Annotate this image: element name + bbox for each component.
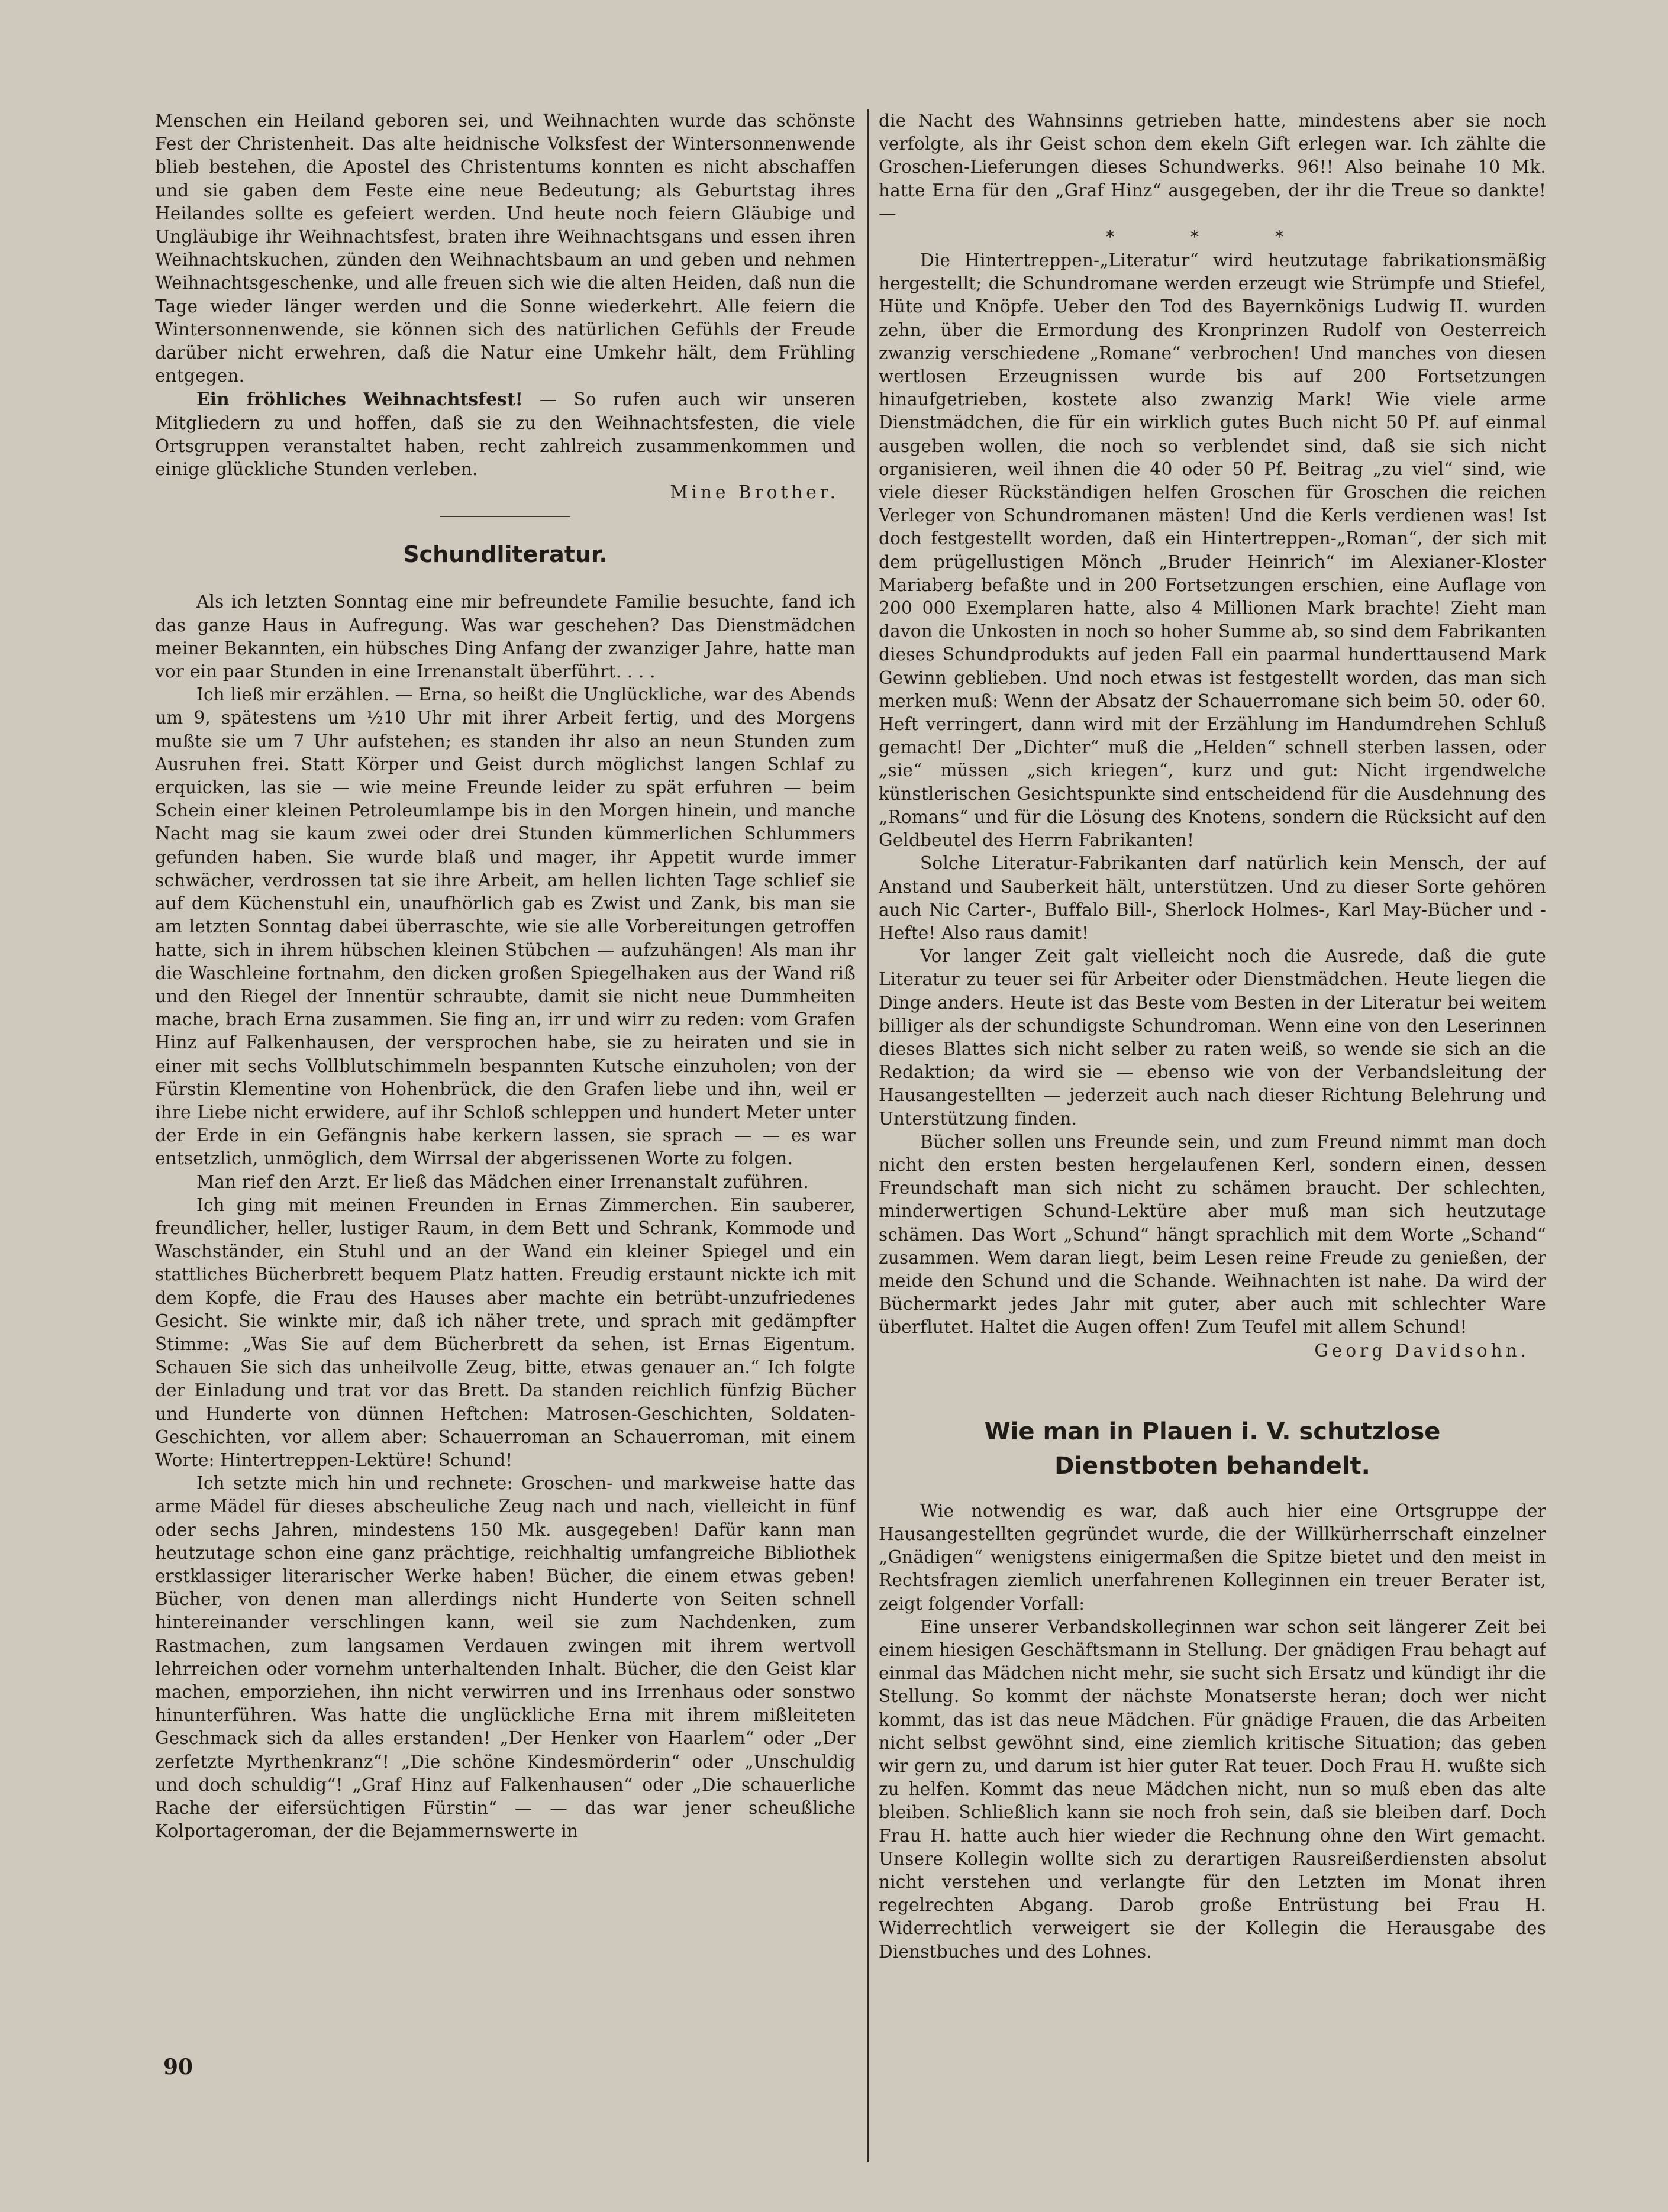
article-title-plauen [879, 1415, 1546, 1483]
signature-mine-brother: Mine Brother. [670, 482, 839, 503]
greeting-bold: Ein fröhliches Weihnachtsfest! [196, 389, 523, 410]
article-paragraph: Eine unserer Verbandskolleginnen war schon seit längerer Zeit bei einem hiesigen Geschäftsmann in Stellung. Der gnädigen Frau behagt auf einmal das Mädchen nicht mehr, sie sucht sich Ersatz und kündigt ihr die Stellung. So kommt der nächste Monatserste heran; doch wer nicht kommt, das ist das neue Mädchen. Für gnädige Frauen, die das Arbeiten nicht selbst gewöhnt sind, eine ziemlich kritische Situation; das geben wir gern zu, und darum ist hier guter Rat teuer. Doch Frau H. wußte sich zu helfen. Kommt das neue Mädchen nicht, nun so muß eben das alte bleiben. Schließlich kann sie noch froh sein, daß sie bleiben darf. Doch Frau H. hatte auch hier wieder die Rechnung ohne den Wirt gemacht. Unsere Kollegin wollte sich zu derartigen Rausreißerdiensten absolut nicht verstehen und verlangte für den Letzten im Monat ihren regelrechten Abgang. Darob große Entrüstung bei Frau H. Widerrechtlich verweigert sie der Kollegin die Herausgabe des Dienstbuches und des Lohnes. [879, 1616, 1546, 1962]
article-paragraph: Solche Literatur-Fabrikanten darf natürlich kein Mensch, der auf Anstand und Sauberkeit hält, unterstützen. Und zu dieser Sorte gehören auch Nic Carter-, Buffalo Bill-, Sherlock Holmes-, Karl May-Bücher und -Hefte! Also raus damit! [879, 853, 1546, 943]
article-paragraph: Die Hintertreppen-„Literatur“ wird heutzutage fabrikationsmäßig hergestellt; die Schundromane werden erzeugt wie Strümpfe und Stiefel, Hüte und Knöpfe. Ueber den Tod des Bayernkönigs Ludwig II. wurden zehn, über die Ermordung des Kronprinzen Rudolf von Oesterreich zwanzig verschiedene „Romane“ verbrochen! Und manches von diesen wertlosen Erzeugnissen wurde bis auf 200 Fortsetzungen hinaufgetrieben, kostete also zwanzig Mark! Wie viele arme Dienstmädchen, die für ein wirklich gutes Buch nicht 50 Pf. auf einmal ausgeben wollen, die noch so verblendet sind, daß sie sich nicht organisieren, weil ihnen die 40 oder 50 Pf. Beitrag „zu viel“ sind, wie viele dieser Rückständigen helfen Groschen für Groschen die reichen Verleger von Schundromanen mästen! Und die Kerls verdienen was! Ist doch festgestellt worden, daß ein Hintertreppen-„Roman“, der sich mit dem prügellustigen Mönch „Bruder Heinrich“ im Alexianer-Kloster Mariaberg befaßte und in 200 Fortsetzungen erschien, eine Auflage von 200 000 Exemplaren hatte, also 4 Millionen Mark brachte! Zieht man davon die Unkosten in noch so hoher Summe ab, so sind dem Fabrikanten dieses Schundprodukts auf jeden Fall ein paarmal hunderttausend Mark Gewinn geblieben. Und noch etwas ist festgestellt worden, das man sich merken muß: Wenn der Absatz der Schauerromane sich beim 50. oder 60. Heft verringert, dann wird mit der Erzählung im Handumdrehen Schluß gemacht! Der „Dichter“ muß die „Helden“ schnell sterben lassen, oder „sie“ müssen „sich kriegen“, kurz und gut: Nicht irgendwelche künstlerischen Gesichtspunkte sind entscheidend für die Ausdehnung des „Romans“ und für die Lösung des Knotens, sondern die Rücksicht auf den Geldbeutel des Herrn Fabrikanten! [879, 250, 1546, 851]
asterism: * * * [1106, 227, 1319, 247]
closing-paragraph [155, 387, 856, 481]
title-line-1: Wie man in Plauen i. V. schutzlose [984, 1417, 1441, 1445]
rule-spacer [879, 1362, 1546, 1391]
title-line-2: Dienstboten behandelt. [1054, 1452, 1370, 1480]
article-paragraph: Vor langer Zeit galt vielleicht noch die Ausrede, daß die gute Literatur zu teuer sei für Arbeiter oder Dienstmädchen. Heute liegen die Dinge anders. Heute ist das Beste vom Besten in der Literatur bei weitem billiger als der schundigste Schundroman. Wenn eine von den Leserinnen dieses Blattes sich nicht selber zu raten weiß, so wende sie sich an die Redaktion; da wird sie — ebenso wie von der Verbandsleitung der Hausangestellten — jederzeit auch nach dieser Richtung Belehrung und Unterstützung finden. [879, 946, 1546, 1129]
article-paragraph: Ich setzte mich hin und rechnete: Groschen- und markweise hatte das arme Mädel für dieses abscheuliche Zeug nach und nach, vielleicht in fünf oder sechs Jahren, mindestens 150 Mk. ausgegeben! Dafür kann man heutzutage schon eine ganz prächtige, reichhaltig umfangreiche Bibliothek erstklassiger literarischer Werke haben! Bücher, die einem etwas geben! Bücher, von denen man allerdings nicht Hunderte von Seiten schnell hintereinander verschlingen kann, weil sie zum Nachdenken, zum Rastmachen, zum langsamen Verdauen zwingen mit ihrem wertvoll lehrreichen oder vornehm unterhaltenden Inhalt. Bücher, die den Geist klar machen, emporziehen, ihn nicht verwirren und ins Irrenhaus oder sonstwo hinunterführen. Was hatte die unglückliche Erna mit ihrem mißleiteten Geschmack sich da alles erstanden! „Der Henker von Haarlem“ oder „Der zerfetzte Myrthenkranz“! „Die schöne Kindesmörderin“ oder „Unschuldig und doch schuldig“! „Graf Hinz auf Falkenhausen“ oder „Die schauerliche Rache der eifersüchtigen Fürstin“ — — das war jener scheußliche Kolportageroman, der die Bejammernswerte in [155, 1473, 856, 1842]
article-paragraph: Ich ließ mir erzählen. — Erna, so heißt die Unglückliche, war des Abends um 9, spätestens um ½10 Uhr mit ihrer Arbeit fertig, und des Morgens mußte sie um 7 Uhr aufstehen; es standen ihr also an neun Stunden zum Ausruhen frei. Statt Körper und Geist durch möglichst langen Schlaf zu erquicken, las sie — wie meine Freunde leider zu spät erfuhren — beim Schein einer kleinen Petroleumlampe bis in den Morgen hinein, und manche Nacht mag sie kaum zwei oder drei Stunden kümmerlichen Schlummers gefunden haben. Sie wurde blaß und mager, ihr Appetit wurde immer schwächer, verdrossen tat sie ihre Arbeit, am hellen lichten Tage schlief sie auf dem Küchenstuhl ein, unaufhörlich gab es Zwist und Zank, bis man sie am letzten Sonntag dabei überraschte, wie sie alle Vorbereitungen getroffen hatte, sich in ihrem hübschen kleinen Stübchen — aufzuhängen! Als man ihr die Waschleine fortnahm, den dicken großen Spiegelhaken aus der Wand riß und den Riegel der Innentür schraubte, damit sie nicht neue Dummheiten mache, brach Erna zusammen. Sie fing an, irr und wirr zu reden: vom Grafen Hinz auf Falkenhausen, der versprochen habe, sie zu heiraten und sie in einer mit sechs Vollblutschimmeln bespannten Kutsche einzuholen; von der Fürstin Klementine von Hohenbrück, die den Grafen liebe und ihn, weil er ihre Liebe nicht erwidere, auf ihr Schloß schleppen und hundert Meter unter der Erde in ein Gefängnis habe kerkern lassen, sie sprach — — es war entsetzlich, unmöglich, dem Wirrsal der abgerissenen Worte zu folgen. [155, 684, 856, 1169]
right-column [879, 109, 1546, 2085]
continuation-paragraph: die Nacht des Wahnsinns getrieben hatte, mindestens aber sie noch verfolgte, als ihr Geist schon dem ekeln Gift erlegen war. Ich zählte die Groschen-Lieferungen dieses Schundwerks. 96!! Also beinahe 10 Mk. hatte Erna für den „Graf Hinz“ ausgegeben, der ihr die Treue so dankte! — [879, 111, 1546, 224]
intro-paragraph: Menschen ein Heiland geboren sei, und Weihnachten wurde das schönste Fest der Christenheit. Das alte heidnische Volksfest der Wintersonnenwende blieb bestehen, die Apostel des Christentums konnten es nicht abschaffen und sie gaben dem Feste eine neue Bedeutung; als Geburtstag ihres Heilandes sollte es gefeiert werden. Und heute noch feiern Gläubige und Ungläubige ihr Weihnachtsfest, braten ihre Weihnachtsgans und essen ihren Weihnachtskuchen, zünden den Weihnachtsbaum an und geben und nehmen Weihnachtsgeschenke, und alle freuen sich wie die alten Heiden, daß nun die Tage wieder länger werden und die Sonne wiederkehrt. Alle feiern die Wintersonnenwende, sie können sich des natürlichen Gefühls der Freude darüber nicht erwehren, daß die Natur eine Umkehr hält, dem Frühling entgegen. [155, 111, 856, 386]
page-number: 90 [163, 2055, 193, 2079]
left-column [155, 109, 856, 2041]
column-divider [867, 109, 869, 2162]
article-paragraph: Als ich letzten Sonntag eine mir befreundete Familie besuchte, fand ich das ganze Haus in Aufregung. Was war geschehen? Das Dienstmädchen meiner Bekannten, ein hübsches Ding Anfang der zwanziger Jahre, hatte man vor ein paar Stunden in eine Irrenanstalt überführt. . . . [155, 592, 856, 682]
article-paragraph: Man rief den Arzt. Er ließ das Mädchen einer Irrenanstalt zuführen. [196, 1171, 809, 1192]
article-paragraph: Ich ging mit meinen Freunden in Ernas Zimmerchen. Ein sauberer, freundlicher, heller, lustiger Raum, in dem Bett und Schrank, Kommode und Waschständer, ein Stuhl und an der Wand ein kleiner Spiegel und ein stattliches Bücherbrett bequem Platz hatten. Freudig erstaunt nickte ich mit dem Kopfe, die Frau des Hauses aber machte ein betrübt-unzufriedenes Gesicht. Sie winkte mir, daß ich näher trete, und sprach mit gedämpfter Stimme: „Was Sie auf dem Bücherbrett da sehen, ist Ernas Eigentum. Schauen Sie sich das unheilvolle Zeug, bitte, etwas genauer an.“ Ich folgte der Einladung und trat vor das Brett. Da standen reichlich fünfzig Bücher und Hunderte von dünnen Heftchen: Matrosen-Geschichten, Soldaten-Geschichten, vor allem aber: Schauerroman an Schauerroman, mit einem Worte: Hintertreppen-Lektüre! Schund! [155, 1194, 856, 1470]
closing-text: — So rufen auch wir unseren Mitgliedern zu und hoffen, daß sie zu den Weihnachtsfesten, die viele Ortsgruppen veranstaltet haben, recht zahlreich zusammenkommen und einige glückliche Stunden verleben. [155, 389, 856, 480]
signature-georg-davidsohn: Georg Davidsohn. [1314, 1340, 1530, 1361]
section-divider [440, 516, 570, 517]
article-title-schundliteratur: Schundliteratur. [403, 541, 608, 568]
article-paragraph: Bücher sollen uns Freunde sein, und zum Freund nimmt man doch nicht den ersten besten hergelaufenen Kerl, sondern einen, dessen Freundschaft man sich nicht zu schämen braucht. Der schlechten, minderwertigen Schund-Lektüre aber muß man sich heutzutage schämen. Das Wort „Schund“ hängt sprachlich mit dem Worte „Schand“ zusammen. Wem daran liegt, beim Lesen reine Freude zu genießen, der meide den Schund und die Schande. Weihnachten ist nahe. Da wird der Büchermarkt jedes Jahr mit guter, aber auch mit schlechter Ware überflutet. Haltet die Augen offen! Zum Teufel mit allem Schund! [879, 1131, 1546, 1338]
article-paragraph: Wie notwendig es war, daß auch hier eine Ortsgruppe der Hausangestellten gegründet wurde, die der Willkürherrschaft einzelner „Gnädigen“ wenigstens einigermaßen die Spitze bietet und den meist in Rechtsfragen ziemlich unerfahrenen Kolleginnen ein treuer Berater ist, zeigt folgender Vorfall: [879, 1500, 1546, 1614]
